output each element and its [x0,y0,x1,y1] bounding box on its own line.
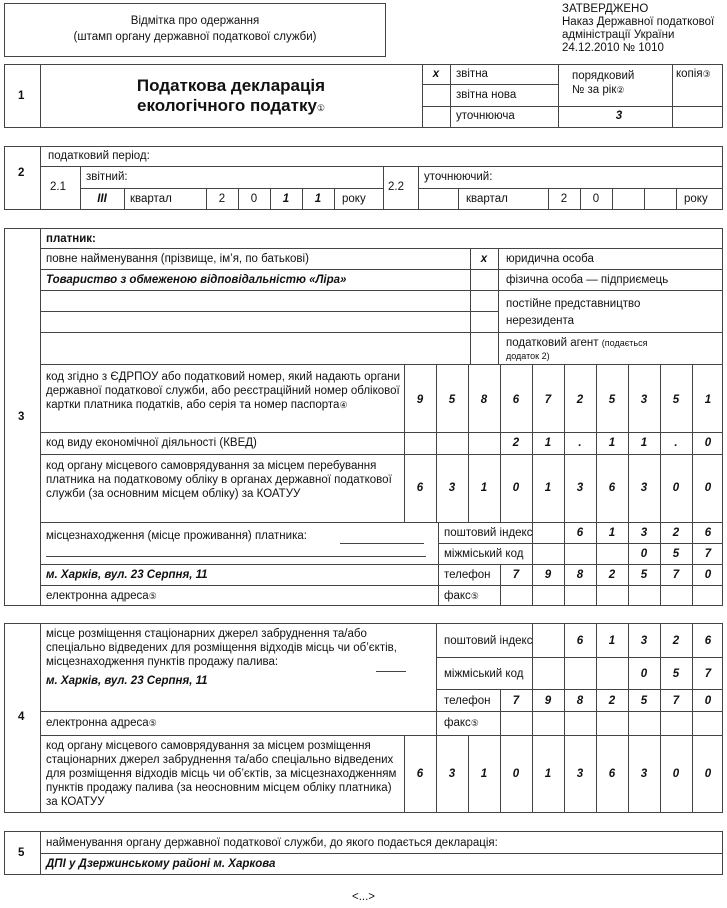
kved-digit[interactable]: 0 [704,437,712,449]
permanent-representation-label-2: нерезидента [506,315,574,327]
koatuu-digit[interactable]: 3 [448,482,456,494]
edrpou-digit[interactable]: 2 [576,394,584,406]
fax-label-text: факс [444,590,471,602]
order-number-note: ② [616,85,625,95]
row-2-2-label: 2.2 [388,181,404,193]
payer-address[interactable]: м. Харків, вул. 23 Серпня, 11 [46,569,208,581]
section-1-number: 1 [18,90,25,102]
phone-digit-4[interactable]: 7 [672,695,680,707]
intercity-digit[interactable]: 7 [704,548,712,560]
year-2-label: року [684,193,708,205]
postal-digit-4[interactable]: 2 [672,635,680,647]
tax-authority-label: найменування органу державної податкової служби, до якого подається декларація: [46,837,498,849]
period-label: податковий період: [48,150,150,162]
approval-line-2: адміністрації України [562,29,675,41]
legal-entity-mark[interactable]: x [480,253,488,265]
emission-place-address[interactable]: м. Харків, вул. 23 Серпня, 11 [46,675,208,687]
section-2-number: 2 [18,167,25,179]
mark-reporting[interactable]: x [432,68,440,80]
koatuu-digit[interactable]: 6 [608,482,616,494]
koatuu-digit-4[interactable]: 0 [672,768,680,780]
phone-digit[interactable]: 5 [640,569,648,581]
phone-label-4: телефон [444,695,491,707]
intercity-code-label-4: міжміський код [444,668,524,680]
location-fill-line-2 [46,556,426,557]
koatuu-digit-4[interactable]: 6 [416,768,424,780]
tax-agent-label [506,336,647,350]
year-digit-3[interactable]: 1 [282,193,290,205]
phone-label: телефон [444,569,491,581]
koatuu-digit[interactable]: 0 [512,482,520,494]
individual-entrepreneur-label: фізична особа — підприємець [506,274,669,286]
email-label [46,589,157,603]
type-clarifying: уточнююча [456,110,515,122]
koatuu-digit-4[interactable]: 0 [704,768,712,780]
koatuu-digit[interactable]: 1 [480,482,488,494]
phone-digit[interactable]: 9 [544,569,552,581]
koatuu-digit-4[interactable]: 0 [512,768,520,780]
phone-digit[interactable]: 0 [704,569,712,581]
order-number-label-1: порядковий [572,70,635,82]
quarter-value[interactable]: III [97,193,107,205]
phone-digit-4[interactable]: 9 [544,695,552,707]
phone-digit[interactable]: 7 [672,569,680,581]
fax-label-4 [444,716,479,730]
approval-title: ЗАТВЕРДЖЕНО [562,3,649,15]
year2-digit-1[interactable]: 2 [560,193,568,205]
intercity-digit-4[interactable]: 5 [672,668,680,680]
stamp-line-2: (штамп органу державної податкової служби) [73,31,317,43]
postal-code-label: поштовий індекс [444,527,533,539]
edrpou-code-text: код згідно з ЄДРПОУ або податковий номер, який надають органи державної податкової служби, або реєстраційний номер облікової картки платника податків, або серія та номер паспорта [46,371,401,411]
postal-digit-4[interactable]: 3 [640,635,648,647]
phone-digit[interactable]: 2 [608,569,616,581]
approval-line-3: 24.12.2010 № 1010 [562,42,664,54]
email-note: ⑤ [148,591,157,601]
kved-digit[interactable]: 1 [640,437,648,449]
section-5-number: 5 [18,847,25,859]
email-label-4-text: електронна адреса [46,717,149,729]
declaration-title-text: екологічного податку [137,96,317,115]
year-label: року [342,193,366,205]
approval-line-1: Наказ Державної податкової [562,16,715,28]
type-reporting: звітна [456,68,488,80]
location-fill-line [340,543,424,544]
section-3-number: 3 [18,411,25,423]
intercity-digit[interactable]: 0 [640,548,648,560]
order-number-label-2 [572,83,624,97]
emission-place-fill-line [376,671,406,672]
phone-digit-4[interactable]: 8 [576,695,584,707]
edrpou-digit[interactable]: 3 [640,394,648,406]
postal-digit[interactable]: 3 [640,527,648,539]
tax-agent-note: (подається [601,338,648,348]
koatuu-label: код органу місцевого самоврядування за місцем перебування платника на податковому обліку в органах державної податкової служби (за основним місцем обліку) за КОАТУУ [46,460,392,500]
postal-digit[interactable]: 6 [576,527,584,539]
payer-label: платник: [46,233,96,245]
clarified-period-label: уточнюючий: [424,171,493,183]
emission-place-label: місце розміщення стаціонарних джерел забруднення та/або спеціально відведених для розміщення відходів місць чи об’єктів, місцезнаходження пунктів продажу палива: [46,628,397,668]
copy-label-text: копія [676,68,703,80]
koatuu-digit-4[interactable]: 3 [640,768,648,780]
edrpou-digit[interactable]: 6 [512,394,520,406]
reporting-period-label: звітний: [86,171,128,183]
postal-code-label-4: поштовий індекс [444,635,533,647]
intercity-digit-4[interactable]: 7 [704,668,712,680]
intercity-digit[interactable]: 5 [672,548,680,560]
kved-label: код виду економічної діяльності (КВЕД) [46,437,257,449]
edrpou-digit[interactable]: 9 [416,394,424,406]
year2-digit-2[interactable]: 0 [592,193,600,205]
koatuu-digit[interactable]: 0 [672,482,680,494]
edrpou-digit[interactable]: 8 [480,394,488,406]
year-digit-4[interactable]: 1 [314,193,322,205]
type-reporting-new: звітна нова [456,89,517,101]
order-number-label-text: № за рік [572,84,617,96]
kved-digit[interactable]: 1 [544,437,552,449]
koatuu-digit[interactable]: 0 [704,482,712,494]
kved-digit[interactable]: . [674,437,678,449]
edrpou-code-note: ④ [339,400,348,410]
edrpou-digit[interactable]: 5 [448,394,456,406]
email-label-4 [46,716,157,730]
fax-label-4-text: факс [444,717,471,729]
intercity-digit-4[interactable]: 0 [640,668,648,680]
fax-label [444,589,479,603]
location-label: місцезнаходження (місце проживання) платника: [46,530,307,542]
phone-digit-4[interactable]: 0 [704,695,712,707]
edrpou-code-label [46,370,402,412]
company-name[interactable]: Товариство з обмеженою відповідальністю «Ліра» [46,274,347,286]
phone-digit[interactable]: 7 [512,569,520,581]
declaration-title-line-2 [40,96,422,118]
edrpou-digit[interactable]: 1 [704,394,712,406]
year-digit-2[interactable]: 0 [250,193,258,205]
phone-digit-4[interactable]: 7 [512,695,520,707]
phone-digit-4[interactable]: 2 [608,695,616,707]
kved-digit[interactable]: . [578,437,582,449]
tax-authority-value[interactable]: ДПІ у Дзержинському районі м. Харкова [46,858,276,870]
koatuu-digit-4[interactable]: 1 [480,768,488,780]
koatuu-digit[interactable]: 6 [416,482,424,494]
koatuu-digit-4[interactable]: 6 [608,768,616,780]
edrpou-digit[interactable]: 5 [608,394,616,406]
postal-digit[interactable]: 6 [704,527,712,539]
intercity-code-label: міжміський код [444,548,524,560]
tax-agent-text: податковий агент [506,337,599,349]
koatuu-digit[interactable]: 3 [640,482,648,494]
postal-digit[interactable]: 1 [608,527,616,539]
koatuu-label-4: код органу місцевого самоврядування за місцем розміщення стаціонарних джерел забруднення та/або спеціально відведених для розміщення відходів місць чи об’єктів, за місцезнаходженням пунктів продажу палива (за неосновним місцем обліку платника) за КОАТУУ [46,740,397,808]
row-2-1-label: 2.1 [50,181,66,193]
section-4-number: 4 [18,711,25,723]
declaration-title-line-1: Податкова декларація [136,76,326,95]
postal-digit-4[interactable]: 1 [608,635,616,647]
koatuu-digit-4[interactable]: 1 [544,768,552,780]
koatuu-digit[interactable]: 1 [544,482,552,494]
copy-note: ③ [702,69,711,79]
quarter-label: квартал [130,193,172,205]
koatuu-digit[interactable]: 3 [576,482,584,494]
order-number-value[interactable]: 3 [615,110,623,122]
edrpou-digit[interactable]: 5 [672,394,680,406]
year-digit-1[interactable]: 2 [218,193,226,205]
koatuu-digit-4[interactable]: 3 [576,768,584,780]
edrpou-digit[interactable]: 7 [544,394,552,406]
kved-digit[interactable]: 1 [608,437,616,449]
fax-note: ⑤ [470,591,479,601]
stamp-line-1: Відмітка про одержання [130,15,260,27]
quarter-2-label: квартал [466,193,508,205]
continuation-ellipsis: <...> [351,891,376,903]
declaration-title-note: ① [316,103,325,113]
full-name-label: повне найменування (прізвище, ім’я, по батькові) [46,253,309,265]
kved-digit[interactable]: 2 [512,437,520,449]
postal-digit-4[interactable]: 6 [704,635,712,647]
email-label-text: електронна адреса [46,590,149,602]
fax-note-4: ⑤ [470,718,479,728]
email-note-4: ⑤ [148,718,157,728]
phone-digit[interactable]: 8 [576,569,584,581]
permanent-representation-label-1: постійне представництво [506,298,641,310]
copy-label [676,67,711,81]
postal-digit[interactable]: 2 [672,527,680,539]
phone-digit-4[interactable]: 5 [640,695,648,707]
legal-entity-label: юридична особа [506,253,594,265]
tax-agent-note-2: додаток 2) [506,351,550,361]
postal-digit-4[interactable]: 6 [576,635,584,647]
koatuu-digit-4[interactable]: 3 [448,768,456,780]
